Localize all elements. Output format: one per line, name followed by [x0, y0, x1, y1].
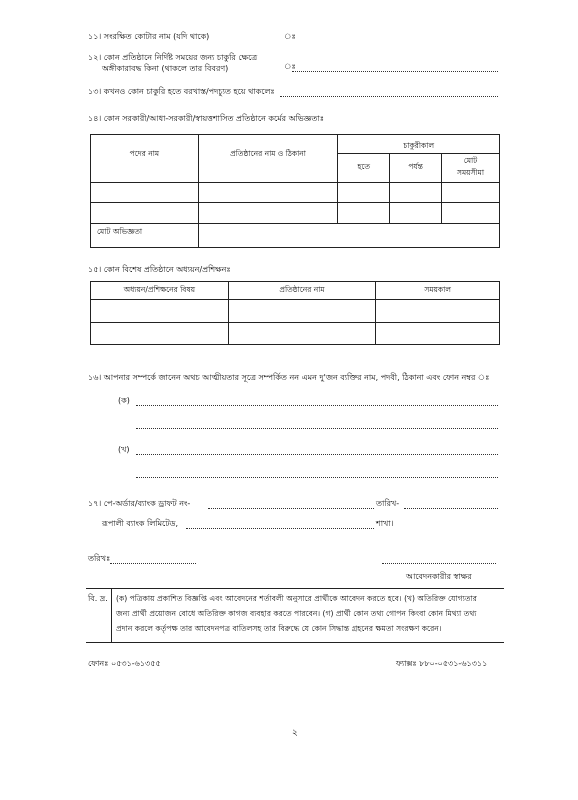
col-org-name-address: প্রতিষ্ঠানের নাম ও ঠিকানা [198, 135, 338, 183]
table-row[interactable] [91, 203, 500, 223]
note-line-1: (ক) পত্রিকায় প্রকাশিত বিজ্ঞপ্তি এবং আবেদনের শর্তাবলী অনুসারে প্রার্থীকে আবেদন করতে হবে। (খ) অতিরিক্ত যোগ্যতার [116, 594, 477, 603]
col-total-duration [442, 154, 500, 183]
table-row[interactable] [91, 182, 500, 202]
q16-ref-kha: (খ) [118, 445, 130, 454]
col-to: পর্যন্ত [390, 154, 442, 183]
q12-colon: ঃ [284, 62, 296, 71]
q12-label-line2: অঙ্গীকারাবদ্ধ কিনা (থাকলে তার বিবরণ) [102, 64, 229, 73]
q13-label: ১৩। কখনও কোন চাকুরি হতে বরখাস্ত/পদচ্যুত হয়ে থাকলেঃ [88, 87, 275, 96]
draft-number-line[interactable] [208, 508, 374, 509]
table-row[interactable] [91, 300, 500, 322]
q11-label: ১১। সংরক্ষিত কোটার নাম (যদি থাকে) [88, 32, 210, 41]
signature-line[interactable] [382, 563, 496, 564]
q14-label: ১৪। কোন সরকারী/আধা-সরকারী/স্বায়ত্তশাসিত প্রতিষ্ঠানে কর্মের অভিজ্ঞতাঃ [88, 114, 325, 123]
ref-kha-line-1[interactable] [136, 454, 498, 455]
q16-label: ১৬। আপনার সম্পর্কে জানেন অথচ আত্মীয়তার সূত্রে সম্পর্কিত নন এমন দু'জন ব্যক্তির নাম, পদবী, ঠিকানা এবং ফোন নম্বর ঃ [88, 373, 490, 382]
q15-label: ১৫। কোন বিশেষ প্রতিষ্ঠানে অধ্যয়ন/প্রশিক্ষনঃ [88, 265, 231, 274]
ref-ka-line-2[interactable] [136, 428, 498, 429]
q16-ref-ka: (ক) [118, 396, 130, 405]
q17-date-label: তারিখ- [376, 499, 400, 508]
col-institution: প্রতিষ্ঠানের নাম [228, 282, 376, 300]
col-duration: সময়কাল [376, 282, 500, 300]
total-experience-label: মোট অভিজ্ঞতা [91, 223, 199, 247]
branch-line[interactable] [186, 528, 374, 529]
note-divider [111, 588, 112, 642]
page-number: ২ [292, 728, 298, 738]
note-bottom-rule [86, 642, 504, 643]
experience-table [90, 134, 500, 248]
ref-ka-line-1[interactable] [136, 405, 498, 406]
bank-name: রূপালী ব্যাংক লিমিটেড, [102, 519, 179, 528]
col-subject: অধ্যয়ন/প্রশিক্ষনের বিষয় [91, 282, 229, 300]
note-label: বি. দ্র. [88, 594, 108, 603]
fax-number: ফ্যাক্সঃ ৮৮০-০৫৩১-৬১৩১১ [396, 659, 488, 668]
q11-colon: ঃ [284, 32, 296, 41]
ref-kha-line-2[interactable] [136, 477, 498, 478]
col-from: হতে [338, 154, 390, 183]
col-total-line2: সময়সীমা [457, 168, 485, 178]
signature-label: আবেদনকারীর স্বাক্ষর [406, 572, 472, 581]
phone-number: ফোনঃ ০৫৩১-৬১৩৫৫ [88, 659, 161, 668]
training-table [90, 281, 500, 345]
date-label: তরিখঃ [88, 554, 111, 563]
note-line-2: জন্য প্রার্থী প্রয়োজন বোধে অতিরিক্ত কাগজ ব্যবহার করতে পারবেন। (গ) প্রার্থী কোন তথ্য গোপন কিংবা কোন মিথ্যা তথ্য [116, 609, 477, 618]
date-line[interactable] [110, 563, 196, 564]
col-total-line1: মোট [463, 156, 478, 166]
q17-label: ১৭। পে-অর্ডার/ব্যাংক ড্রাফট নং- [88, 499, 191, 508]
col-post-name: পদের নাম [91, 135, 199, 183]
branch-label: শাখা। [376, 519, 394, 528]
col-service-period: চাকুরীকাল [338, 135, 500, 154]
q13-answer-line[interactable] [280, 96, 498, 97]
draft-date-line[interactable] [404, 508, 498, 509]
q12-answer-line[interactable] [292, 71, 498, 72]
note-top-rule [86, 588, 504, 589]
q12-label-line1: ১২। কোন প্রতিষ্ঠানে নির্দিষ্ট সময়ের জন্য চাকুরি ক্ষেত্রে [88, 53, 258, 62]
note-line-3: প্রদান করলে কর্তৃপক্ষ তার আবেদনপত্র বাতিলসহ তার বিরুদ্ধে যে কোন সিদ্ধান্ত গ্রহনের ক্ষমতা সংরক্ষণ করেন। [116, 624, 442, 633]
table-row[interactable] [91, 322, 500, 344]
table-row-total[interactable] [91, 223, 500, 247]
